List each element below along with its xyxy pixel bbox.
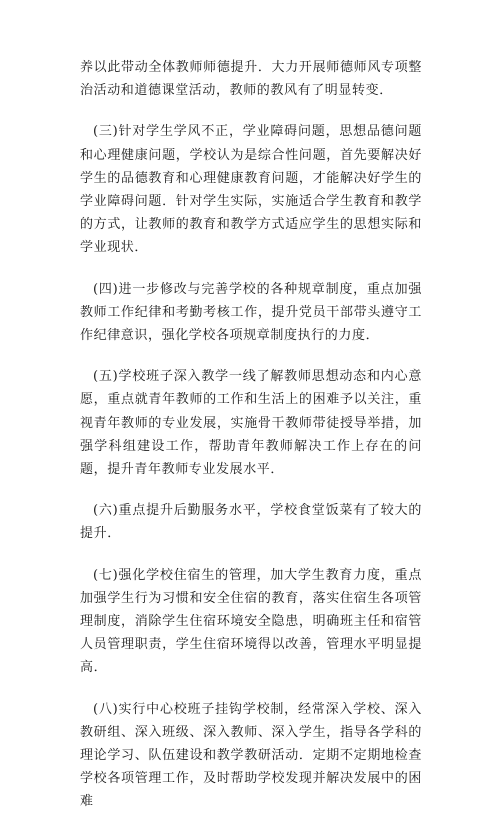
paragraph-gap xyxy=(80,260,422,278)
paragraph-continuation: 养以此带动全体教师师德提升．大力开展师德师风专项整治活动和道德课堂活动，教师的教风有了明显转变． xyxy=(80,60,422,99)
paragraph-gap xyxy=(80,102,422,120)
paragraph-4: (四)进一步修改与完善学校的各种规章制度，重点加强教师工作纪律和考勤考核工作，提升党员干部带头遵守工作纪律意识，强化学校各项规章制度执行的力度． xyxy=(80,281,422,344)
paragraph-3: (三)针对学生学风不正，学业障碍问题，思想品德问题和心理健康问题，学校认为是综合性问题，首先要解决好学生的品德教育和心理健康教育问题，才能解决好学生的学业障碍问题．针对学生实际，实施适合学生教育和教学的方式，让教师的教育和教学方式适应学生的思想实际和学业现状． xyxy=(80,124,422,256)
paragraph-gap xyxy=(80,347,422,365)
paragraph-gap xyxy=(80,481,422,499)
paragraph-7: (七)强化学校住宿生的管理，加大学生教育力度，重点加强学生行为习惯和安全住宿的教育，落实住宿生各项管理制度，消除学生住宿环境安全隐患，明确班主任和宿管人员管理职责，学生住宿环境得以改善，管理水平明显提高． xyxy=(80,567,422,676)
paragraph-gap xyxy=(80,680,422,698)
paragraph-8: (八)实行中心校班子挂钩学校制，经常深入学校、深入教研组、深入班级、深入教师、深入学生，指导各学科的理论学习、队伍建设和教学教研活动．定期不定期地检查学校各项管理工作，及时帮助学校发现并解决发展中的困难 xyxy=(80,701,422,810)
paragraph-5: (五)学校班子深入教学一线了解教师思想动态和内心意愿，重点就青年教师的工作和生活上的困难予以关注，重视青年教师的专业发展，实施骨干教师带徒授导举措，加强学科组建设工作，帮助青年教师解决工作上存在的问题，提升青年教师专业发展水平． xyxy=(80,369,422,478)
document-body xyxy=(80,56,422,814)
paragraph-gap xyxy=(80,546,422,564)
paragraph-6: (六)重点提升后勤服务水平，学校食堂饭菜有了较大的提升． xyxy=(80,503,422,542)
